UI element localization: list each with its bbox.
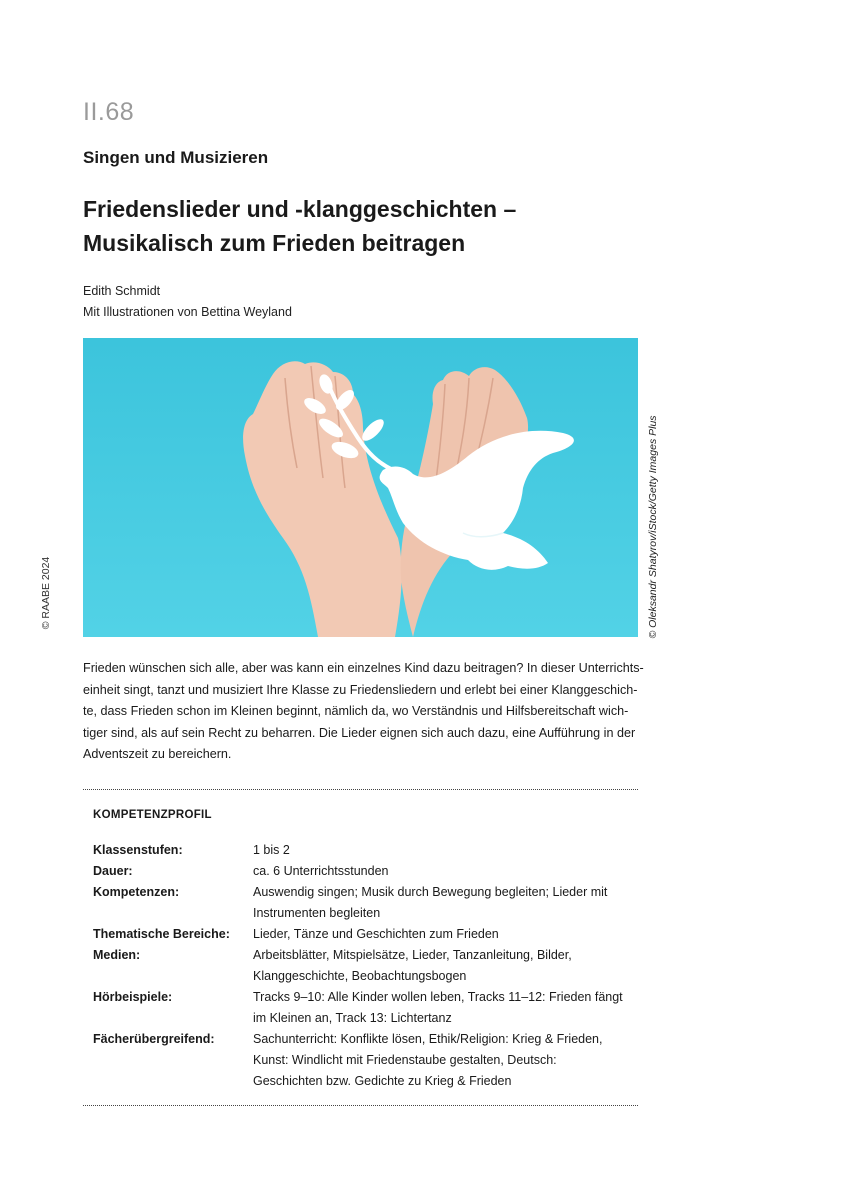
profile-row (93, 924, 638, 945)
profile-value-line: Lieder, Tänze und Geschichten zum Frieden (253, 927, 499, 941)
intro-paragraph (83, 658, 643, 766)
profile-value-line: Kunst: Windlicht mit Friedenstaube gestalten, Deutsch: (253, 1053, 557, 1067)
profile-value-line: Geschichten bzw. Gedichte zu Krieg & Frieden (253, 1074, 512, 1088)
profile-row (93, 840, 638, 861)
profile-row (93, 861, 638, 882)
profile-value (253, 861, 638, 882)
profile-value-line: Sachunterricht: Konflikte lösen, Ethik/Religion: Krieg & Frieden, (253, 1032, 603, 1046)
subject-heading: Singen und Musizieren (83, 148, 269, 167)
page-title (83, 192, 683, 260)
profile-label: Dauer: (93, 864, 133, 878)
profile-value (253, 924, 638, 945)
profile-value-line: Klanggeschichte, Beobachtungsbogen (253, 969, 467, 983)
intro-line: Frieden wünschen sich alle, aber was kann ein einzelnes Kind dazu beitragen? In dieser Unterrichts- (83, 661, 644, 675)
profile-value-line: Auswendig singen; Musik durch Bewegung begleiten; Lieder mit (253, 885, 608, 899)
cover-photo (83, 338, 638, 637)
profile-row (93, 1029, 638, 1092)
profile-label: Fächerübergreifend: (93, 1032, 215, 1046)
profile-label: Klassenstufen: (93, 843, 183, 857)
profile-value-line: im Kleinen an, Track 13: Lichtertanz (253, 1011, 452, 1025)
author-name: Edith Schmidt (83, 284, 161, 298)
profile-row (93, 945, 638, 987)
profile-value-line: Instrumenten begleiten (253, 906, 381, 920)
profile-value (253, 945, 638, 987)
illustrator-credit: Mit Illustrationen von Bettina Weyland (83, 305, 292, 319)
divider-top (83, 789, 638, 790)
profile-value (253, 882, 638, 924)
profile-value-line: Tracks 9–10: Alle Kinder wollen leben, Tracks 11–12: Frieden fängt (253, 990, 623, 1004)
section-code: II.68 (83, 98, 135, 126)
profile-value (253, 1029, 638, 1092)
profile-value (253, 987, 638, 1029)
profile-value-line: ca. 6 Unterrichtsstunden (253, 864, 389, 878)
profile-heading: KOMPETENZPROFIL (93, 809, 212, 821)
left-hand (243, 361, 402, 637)
hands-dove-illustration (83, 338, 638, 637)
intro-line: te, dass Frieden schon im Kleinen beginnt, nämlich da, wo Verständnis und Hilfsbereitschaft wich- (83, 704, 629, 718)
profile-label: Hörbeispiele: (93, 990, 173, 1004)
divider-bottom (83, 1105, 638, 1106)
profile-value (253, 840, 638, 861)
intro-line: Adventszeit zu bereichern. (83, 747, 232, 761)
intro-line: tiger sind, als auf sein Recht zu beharren. Die Lieder eignen sich auch dazu, eine Aufführung in der (83, 725, 636, 740)
profile-row (93, 987, 638, 1029)
author-block (83, 281, 292, 323)
profile-label: Thematische Bereiche: (93, 927, 230, 941)
side-copyright: © RAABE 2024 (40, 556, 52, 630)
competence-profile (93, 840, 638, 1092)
profile-value-line: 1 bis 2 (253, 843, 290, 857)
photo-credit: © Oleksandr Shatyrov/iStock/Getty Images Plus (647, 415, 659, 639)
profile-row (93, 882, 638, 924)
profile-label: Medien: (93, 948, 141, 962)
profile-label: Kompetenzen: (93, 885, 180, 899)
profile-value-line: Arbeitsblätter, Mitspielsätze, Lieder, Tanzanleitung, Bilder, (253, 948, 572, 962)
title-line-2: Musikalisch zum Frieden beitragen (83, 230, 466, 256)
title-line-1: Friedenslieder und -klanggeschichten – (83, 196, 517, 222)
intro-line: einheit singt, tanzt und musiziert Ihre Klasse zu Friedensliedern und erlebt bei einer Klanggeschich- (83, 682, 638, 697)
